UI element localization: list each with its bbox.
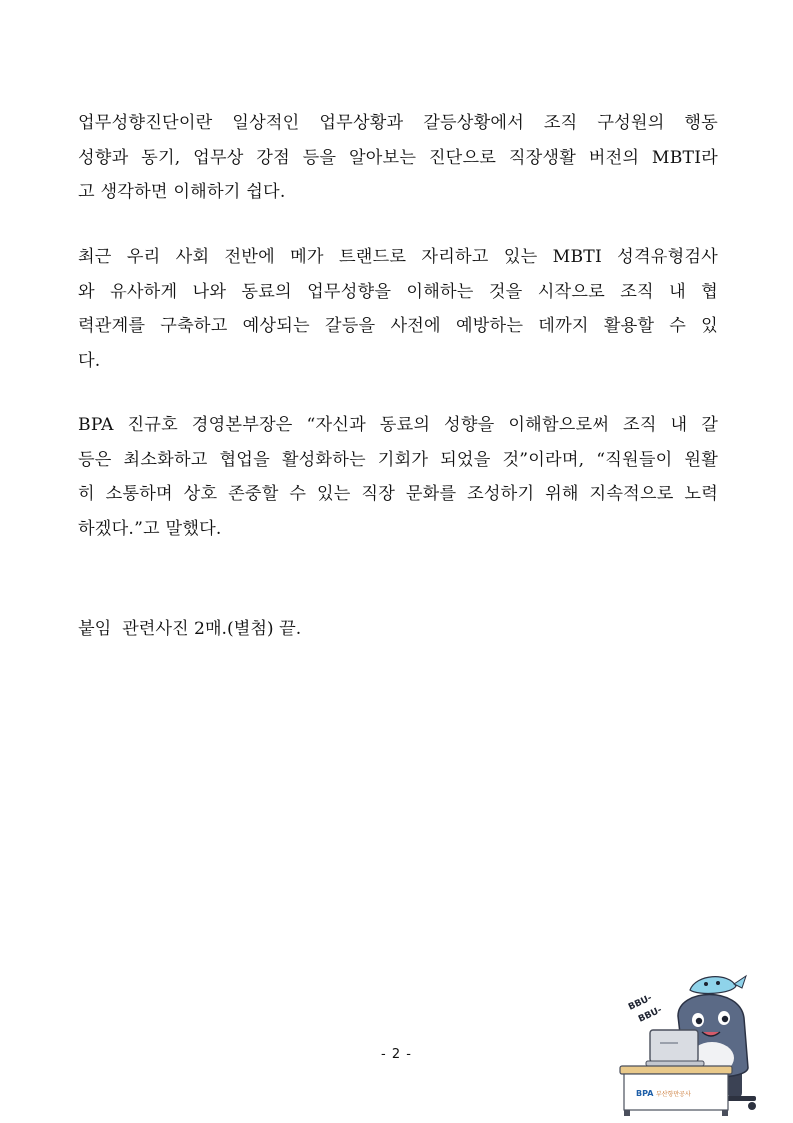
desk-icon bbox=[620, 1066, 732, 1116]
paragraph-line: 최근 우리 사회 전반에 메가 트랜드로 자리하고 있는 MBTI 성격유형검사 bbox=[78, 247, 718, 267]
desk-logo: BPA bbox=[636, 1089, 654, 1098]
paragraph-3 bbox=[78, 408, 718, 546]
paragraph-line: BPA 진규호 경영본부장은 “자신과 동료의 성향을 이해함으로써 조직 내 갈 bbox=[78, 415, 718, 435]
paragraph-line: 다. bbox=[78, 350, 101, 371]
paragraph-line: 력관계를 구축하고 예상되는 갈등을 사전에 예방하는 데까지 활용할 수 있 bbox=[78, 316, 718, 337]
paragraph-line: 히 소통하며 상호 존중할 수 있는 직장 문화를 조성하기 위해 지속적으로 노력 bbox=[78, 484, 718, 505]
sound-text-2: BBU- bbox=[637, 1005, 664, 1025]
paragraph-line: 업무성향진단이란 일상적인 업무상황과 갈등상황에서 조직 구성원의 행동 bbox=[78, 113, 718, 133]
paragraph-line: 고 생각하면 이해하기 쉽다. bbox=[78, 182, 286, 203]
desk-logo-sub: 부산항만공사 bbox=[656, 1091, 691, 1098]
paragraph-line: 와 유사하게 나와 동료의 업무성향을 이해하는 것을 시작으로 조직 내 협 bbox=[78, 281, 718, 302]
page-number: - 2 - bbox=[381, 1047, 412, 1062]
paragraph-line: 등은 최소화하고 협업을 활성화하는 기회가 되었을 것”이라며, “직원들이 원활 bbox=[78, 449, 718, 470]
paragraph-1 bbox=[78, 106, 718, 210]
paragraph-line: 성향과 동기, 업무상 강점 등을 알아보는 진단으로 직장생활 버전의 MBTI라 bbox=[78, 147, 718, 168]
paragraph-2 bbox=[78, 240, 718, 378]
mascot-illustration bbox=[616, 968, 774, 1118]
attachment-note: 붙임 관련사진 2매.(별첨) 끝. bbox=[78, 619, 302, 639]
sound-text-1: BBU- bbox=[627, 993, 654, 1013]
paragraph-line: 하겠다.”고 말했다. bbox=[78, 518, 222, 539]
laptop-icon bbox=[646, 1030, 704, 1066]
